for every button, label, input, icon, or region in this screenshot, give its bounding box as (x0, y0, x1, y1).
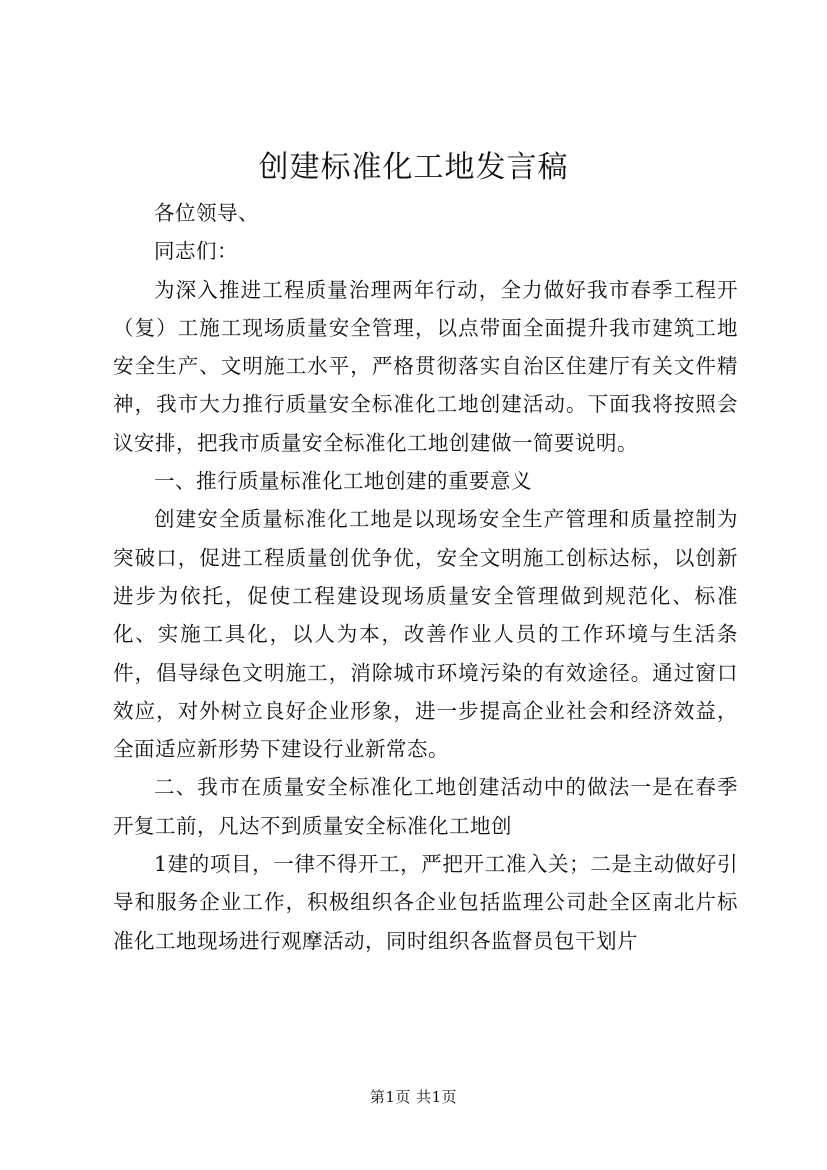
intro-paragraph: 为深入推进工程质量治理两年行动，全力做好我市春季工程开（复）工施工现场质量安全管理，以点带面全面提升我市建筑工地安全生产、文明施工水平，严格贯彻落实自治区住建厅有关文件精神，我市大力推行质量安全标准化工地创建活动。下面我将按照会议安排，把我市质量安全标准化工地创建做一简要说明。 (113, 277, 738, 455)
page-title: 创建标准化工地发言稿 (258, 150, 569, 185)
section-2-paragraph: 二、我市在质量安全标准化工地创建活动中的做法一是在春季开复工前，凡达不到质量安全标准化工地创 (113, 775, 738, 838)
continuation-paragraph: 1建的项目，一律不得开工，严把开工准入关；二是主动做好引导和服务企业工作，积极组织各企业包括监理公司赴全区南北片标准化工地现场进行观摩活动，同时组织各监督员包干划片 (113, 852, 738, 953)
section-heading-1: 一、推行质量标准化工地创建的重要意义 (154, 469, 532, 494)
document-body (113, 194, 738, 960)
page-footer: 第1页 共1页 (369, 1088, 458, 1106)
section-1-paragraph: 创建安全质量标准化工地是以现场安全生产管理和质量控制为突破口，促进工程质量创优争优，安全文明施工创标达标，以创新进步为依托，促使工程建设现场质量安全管理做到规范化、标准化、实施工具化，以人为本，改善作业人员的工作环境与生活条件，倡导绿色文明施工，消除城市环境污染的有效途径。通过窗口效应，对外树立良好企业形象，进一步提高企业社会和经济效益，全面适应新形势下建设行业新常态。 (113, 507, 738, 762)
salutation-line-2: 同志们： (154, 239, 238, 264)
salutation-line-1: 各位领导、 (154, 201, 259, 225)
